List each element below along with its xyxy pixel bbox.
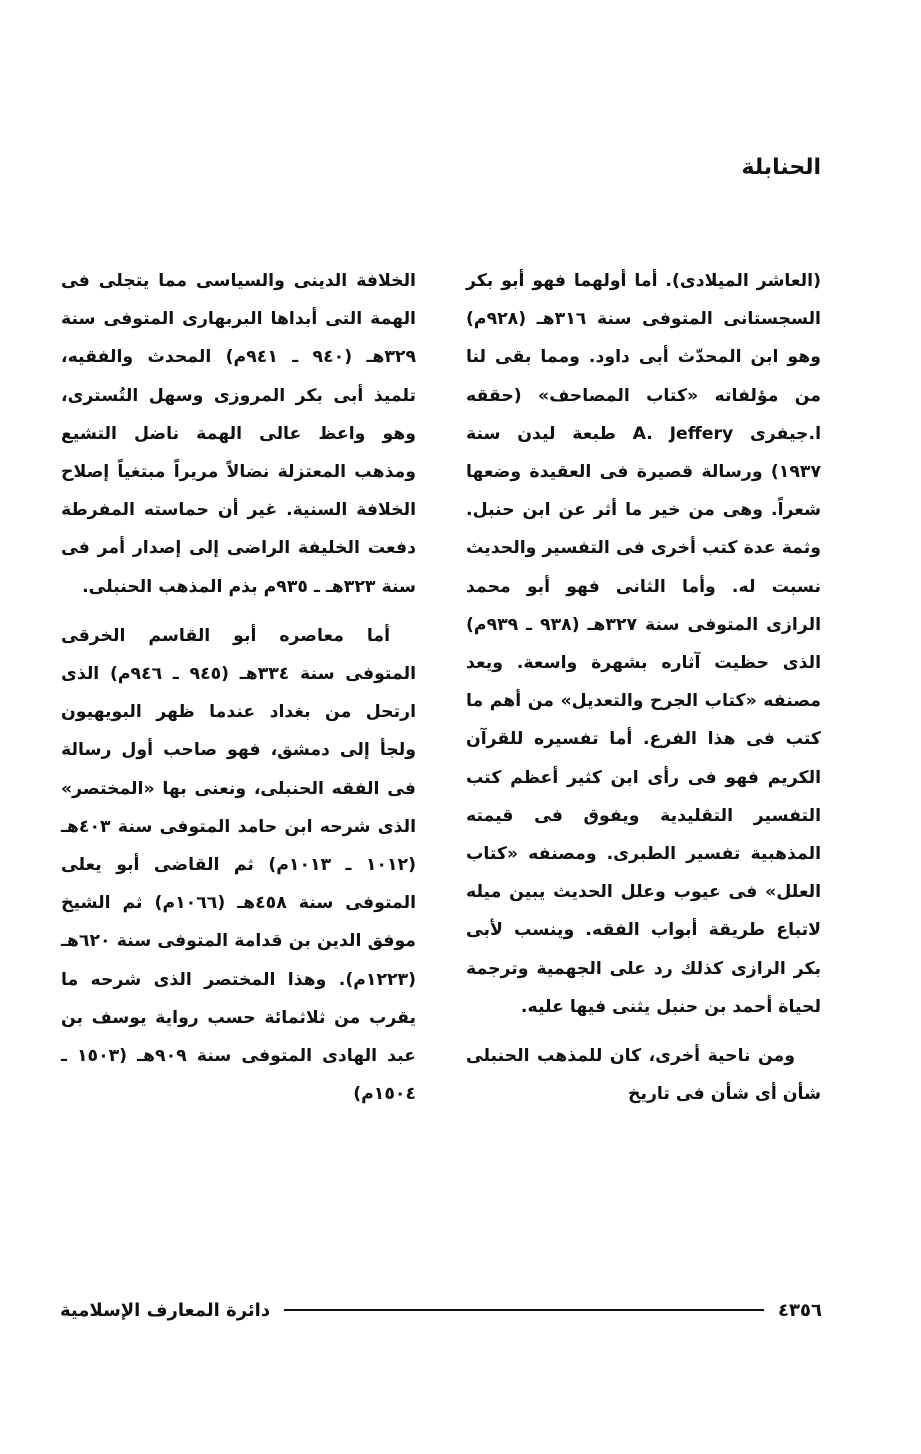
left-column-paragraph-1: الخلافة الدينى والسياسى مما يتجلى فى الهمة التى أبداها البربهارى المتوفى سنة ٣٢٩هـ (٩٤٠ ـ ٩٤١م) المحدث والفقيه، تلميذ أبى بكر المروزى وسهل التُسترى، وهو واعظ عالى الهمة ناضل التشيع ومذهب المعتزلة نضالاً مريراً مبتغياً إصلاح الخلافة السنية. غير أن حماسته المفرطة دفعت الخليفة الراضى إلى إصدار أمر فى سنة ٣٢٣هـ ـ ٩٣٥م بذم المذهب الحنبلى. [61,271,416,597]
running-header-title: الحنابلة [741,155,821,180]
right-column-paragraph-2: ومن ناحية أخرى، كان للمذهب الحنبلى شأن أى شأن فى تاريخ [466,1046,821,1105]
left-text-column [61,262,416,1113]
page-footer [60,1292,822,1328]
footer-divider [284,1309,764,1311]
page-number: ٤٣٥٦ [778,1299,822,1321]
publication-title: دائرة المعارف الإسلامية [60,1299,271,1321]
right-text-column [466,262,821,1113]
right-column-paragraph-1: (العاشر الميلادى). أما أولهما فهو أبو بكر السجستانى المتوفى سنة ٣١٦هـ (٩٢٨م) وهو ابن المحدّث أبى داود. ومما بقى لنا من مؤلفاته «كتاب المصاحف» (حققه ا.جيفرى A. Jeffery طبعة ليدن سنة ١٩٣٧) ورسالة قصيرة فى العقيدة وضعها شعراً. وهى من خير ما أثر عن ابن حنبل. وثمة عدة كتب أخرى فى التفسير والحديث نسبت له. وأما الثانى فهو أبو محمد الرازى المتوفى سنة ٣٢٧هـ (٩٣٨ ـ ٩٣٩م) الذى حظيت آثاره بشهرة واسعة. ويعد مصنفه «كتاب الجرح والتعديل» من أهم ما كتب فى هذا الفرع. أما تفسيره للقرآن الكريم فهو فى رأى ابن كثير أعظم كتب التفسير التقليدية ويفوق فى قيمته المذهبية تفسير الطبرى. ومصنفه «كتاب العلل» فى عيوب وعلل الحديث يبين ميله لاتباع طريقة أبواب الفقه. وينسب لأبى بكر الرازى كذلك رد على الجهمية وترجمة لحياة أحمد بن حنبل يثنى فيها عليه. [466,271,821,1017]
left-column-paragraph-2: أما معاصره أبو القاسم الخرقى المتوفى سنة ٣٣٤هـ (٩٤٥ ـ ٩٤٦م) الذى ارتحل من بغداد عندما ظهر البويهيون ولجأ إلى دمشق، فهو صاحب أول رسالة فى الفقه الحنبلى، ونعنى بها «المختصر» الذى شرحه ابن حامد المتوفى سنة ٤٠٣هـ (١٠١٢ ـ ١٠١٣م) ثم القاضى أبو يعلى المتوفى سنة ٤٥٨هـ (١٠٦٦م) ثم الشيخ موفق الدين بن قدامة المتوفى سنة ٦٢٠هـ (١٢٢٣م). وهذا المختصر الذى شرحه ما يقرب من ثلاثمائة حسب رواية يوسف بن عبد الهادى المتوفى سنة ٩٠٩هـ (١٥٠٣ ـ ١٥٠٤م) [61,625,416,1105]
